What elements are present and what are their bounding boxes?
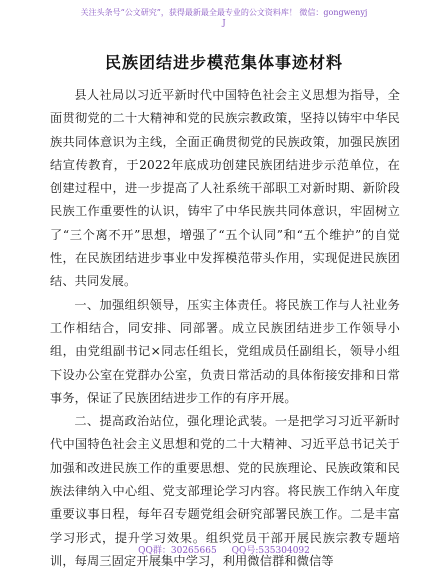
footer-qq-number: QQ号:535304092 [231,546,310,556]
banner-line-2: J [222,18,226,28]
paragraph-section-2: 二、提高政治站位，强化理论武装。一是把学习习近平新时代中国特色社会主义思想和党的二十大精神、习近平总书记关于加强和改进民族工作的重要思想、党的民族理论、民族政策和民族法律纳入中心组、党支部理论学习内容。将民族工作纳入年度重要议事日程，每年召专题党组会研究部署民族工作。二是丰富学习形式，提升学习效果。组织党员干部开展民族宗教专题培训，每周三固定开展集中学习，利用微信群和微信等 [50,414,400,568]
paragraph-section-1: 一、加强组织领导，压实主体责任。将民族工作与人社业务工作相结合，同安排、同部署。成立民族团结进步工作领导小组，由党组副书记×同志任组长，党组成员任副组长，领导小组下设办公室在党群办公室，负责日常活动的具体衔接安排和日常事务，保证了民族团结进步工作的有序开展。 [50,297,400,405]
paragraph-intro: 县人社局以习近平新时代中国特色社会主义思想为指导，全面贯彻党的二十大精神和党的民族宗教政策，坚持以铸牢中华民族共同体意识为主线，全面正确贯彻党的民族政策，加强民族团结宣传教育，于2022年底成功创建民族团结进步示范单位，在创建过程中，进一步提高了人社系统干部职工对新时期、新阶段民族工作重要性的认识，铸牢了中华民族共同体意识，牢固树立了“三个离不开”思想，增强了“五个认同”和“五个维护”的自觉性，在民族团结进步事业中发挥模范带头作用，实现促进民族团结、共同发展。 [50,88,400,289]
header-banner [0,8,448,29]
document-body [50,84,400,573]
document-title: 民族团结进步模范集体事迹材料 [104,53,343,72]
footer-qq-group: QQ群：30265665 [138,546,217,556]
footer-contact [0,543,448,556]
banner-line-1: 关注头条号“公文研究”，获得最新最全最专业的公文资料库！ 微信：gongwenyj [80,8,368,17]
